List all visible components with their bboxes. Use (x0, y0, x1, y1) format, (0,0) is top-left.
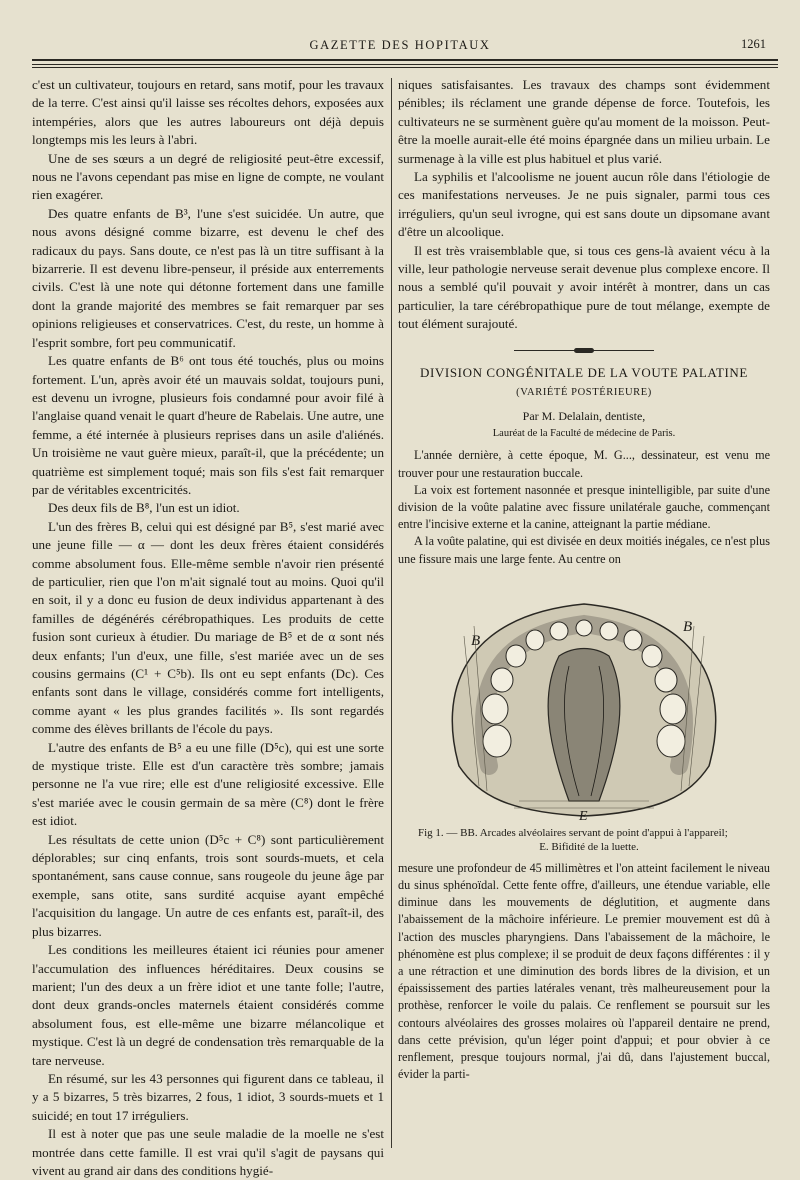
article-author: Par M. Delalain, dentiste, (522, 408, 646, 423)
paragraph: A la voûte palatine, qui est divisée en deux moitiés inégales, ce n'est plus une fissure mais une large fente. Au centre on (398, 534, 770, 566)
header-rule-thin-2 (32, 67, 778, 68)
page-number: 1261 (741, 37, 766, 51)
header-rule-thin (32, 64, 778, 65)
article-affiliation: Lauréat de la Faculté de médecine de Paris. (492, 427, 676, 439)
running-title: GAZETTE DES HOPITAUX (309, 38, 491, 52)
figure-label-left: B (471, 632, 481, 649)
paragraph: mesure une profondeur de 45 millimètres et l'on atteint facilement le niveau du sinus sphénoïdal. Cette fente offre, d'ailleurs, une étendue variable, elle diminue dans les mouvements de déglutition, et augmente dans l'abaissement de la mâchoire inférieure. Le premier mouvement est dû à l'action des muscles pharyngiens. Dans l'abaissement de la mâchoire, le phénomène est plus complexe; il se produit de deux façons différentes : il y a une rétraction et une diminution des bords libres de la division, et un épaississement des parties latérales venant, très malheureusement pour la prothèse, renforcer le voile du palais. Ce renflement se poursuit sur les contours alvéolaires des grosses molaires où l'appareil dentaire ne prend, dans cette prévision, qu'un léger point d'appui; et pour obvier à ce renflement, presque toujours normal, j'ai dû, dans l'ajustement buccal, évider la parti- (398, 860, 770, 1082)
paragraph: Les conditions les meilleures étaient ici réunies pour amener l'accumulation des influences héréditaires. Deux cousins se marient; l'un des deux a un frère idiot et une tante folle; l'autre, dont deux grands-oncles maternels étaient considérés comme absolument fous, est elle-même une bizarre mélancolique et mystique. C'est là un degré de condensation très remarquable de la tare nerveuse. (32, 942, 384, 1068)
paragraph: L'année dernière, à cette époque, M. G..., dessinateur, est venu me trouver pour une restauration buccale. (398, 448, 770, 480)
paragraph: Il est à noter que pas une seule maladie de la moelle ne s'est montrée dans cette famille. Il est vrai qu'il s'agit de paysans qui vivent au grand air dans des conditions hygié- (32, 1126, 384, 1178)
paragraph: En résumé, sur les 43 personnes qui figurent dans ce tableau, il y a 5 bizarres, 5 très bizarres, 2 fous, 1 idiot, 3 sourds-muets et 1 suicidé; en tout 17 irréguliers. (32, 1070, 384, 1123)
article-subtitle: (VARIÉTÉ POSTÉRIEURE) (516, 387, 652, 399)
figure-caption (418, 826, 760, 854)
figure-caption-line-1: Fig 1. — BB. Arcades alvéolaires servant de point d'appui à l'appareil; (418, 826, 728, 839)
article-title: DIVISION CONGÉNITALE DE LA VOUTE PALATINE (420, 364, 748, 380)
header-rule (32, 59, 778, 61)
palate-figure (419, 576, 749, 824)
right-column (398, 76, 770, 1083)
paragraph: L'autre des enfants de B⁵ a eu une fille (D⁵c), qui est une sorte de mystique triste. Elle est d'un caractère très sombre; jamais personne ne l'a vue rire; elle est d'une religiosité excessive. Elle s'est mariée avec le cousin germain de sa mère (C⁸) dont le frère est idiot. (32, 739, 384, 829)
paragraph: Une de ses sœurs a un degré de religiosité peut-être excessif, nous ne l'avons cependant pas mise en ligne de compte, ne voulant rien exagérer. (32, 150, 384, 203)
paragraph: Les quatre enfants de B⁶ ont tous été touchés, plus ou moins fortement. L'un, après avoir été un mauvais soldat, toujours puni, est devenu un ivrogne, plusieurs fois condamné pour avoir filé à l'anglaise quand venait le quart d'heure de Rabelais. Une autre, une femme, a été internée à plusieurs reprises dans un asile d'aliénés. Un troisième ne vaut guère mieux, paraît-il, que la précédente; un quatrième est simplement toqué; mais son fils s'est fait remarquer par de véritables excentricités. (32, 353, 384, 497)
paragraph: Des quatre enfants de B³, l'une s'est suicidée. Un autre, que nous avons désigné comme bizarre, est devenu le chef des radicaux du pays. Sans doute, ce n'est pas là un titre suffisant à la bizarrerie. Il est devenu libre-penseur, il préside aux enterrements civils. C'est là une note qui détonne fortement dans une famille dont la grande majorité des membres se fait remarquer par ses opinions religieuses et conservatrices. C'est, du reste, un homme à l'esprit sombre, fort peu communicatif. (32, 205, 384, 350)
paragraph: c'est un cultivateur, toujours en retard, sans motif, pour les travaux de la terre. C'est ainsi qu'il laisse ses récoltes dehors, exposées aux intempéries, alors que les autres laboureurs ont déjà depuis longtemps mis les leurs à l'abri. (32, 77, 384, 148)
palate-illustration (419, 576, 749, 824)
figure-caption-line-2: E. Bifidité de la luette. (539, 840, 639, 853)
paragraph: L'un des frères B, celui qui est désigné par B⁵, s'est marié avec une jeune fille — α — dont les deux frères étaient considérés comme absolument fous. Elle-même semble n'avoir rien présenté de particulier, rien que l'on m'ait signalé tout au moins. Quoi qu'il en soit, il y a donc eu fusion de deux individus appartenant à des familles de dégénérés cérébropathiques. Les produits de cette fusion sont curieux à étudier. Du mariage de B⁵ et de α sont nés deux enfants; l'un d'eux, une fille, s'est mariée avec un de ses cousins germains (C¹ + C⁵b). Ils ont eu sept enfants (Dc). Ces enfants sont dans le village, considérés comme fort intelligents, comme ayant « les plus grandes facilités ». Ils sont regardés comme des élèves brillants de l'école du pays. (32, 518, 384, 737)
section-separator (514, 348, 654, 354)
paragraph: La syphilis et l'alcoolisme ne jouent aucun rôle dans l'étiologie de ces manifestations nerveuses. Je ne puis signaler, parmi tous ces irréguliers, qu'un seul ivrogne, qui est sans doute un dipsomane avant d'être un alcoolique. (398, 169, 770, 240)
paragraph: niques satisfaisantes. Les travaux des champs sont évidemment pénibles; ils réclament une grande dépense de force. Toutefois, les cultivateurs ne se surmènent guère qu'au moment de la moisson. Peut-être la moelle aurait-elle été moins épargnée dans un milieu urbain. Le surmenage à la ville est plus habituel et plus varié. (398, 77, 770, 166)
figure-label-bottom: E (579, 808, 588, 824)
left-column (32, 76, 384, 1180)
paragraph: Il est très vraisemblable que, si tous ces gens-là avaient vécu à la ville, leur pathologie nerveuse serait devenue plus complexe encore. Il nous a semblé qu'il pouvait y avoir intérêt à montrer, dans un cas particulier, la tare cérébropathique pure de tout mélange, exempte de tout élément surajouté. (398, 242, 770, 332)
column-divider (391, 78, 392, 1148)
paragraph: La voix est fortement nasonnée et presque inintelligible, par suite d'une division de la voûte palatine avec fissure unilatérale gauche, commençant entre l'incisive externe et la canine, atteignant la partie médiane. (398, 482, 770, 532)
paragraph: Des deux fils de B⁸, l'un est un idiot. (48, 500, 240, 516)
figure-label-right: B (683, 618, 693, 635)
paragraph: Les résultats de cette union (D⁵c + C⁸) sont particulièrement déplorables; sur cinq enfants, trois sont sourds-muets, et cela spontanément, sans cause connue, sans rougeole du jeune âge par exemple, sans otite, sans surdité acquise ayant empêché l'acquisition du langage. Un autre de ces enfants est, paraît-il, des plus bizarres. (32, 831, 384, 939)
